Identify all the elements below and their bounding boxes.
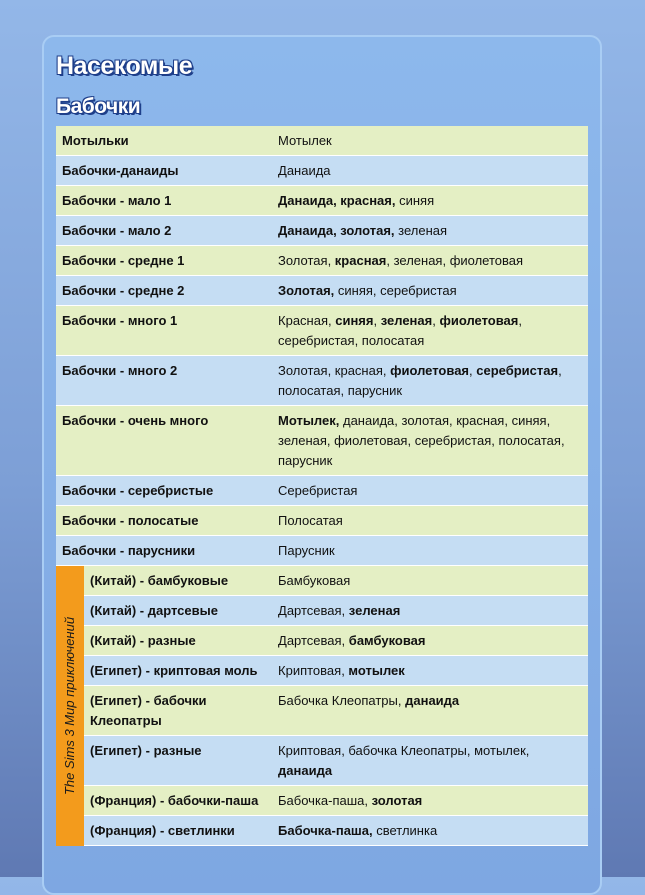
value-cell (272, 786, 588, 816)
value-text: Мотылек (278, 133, 332, 148)
category-cell: Бабочки-данаиды (56, 156, 272, 186)
value-cell (272, 246, 588, 276)
value-text: данаида (278, 763, 333, 778)
category-cell: (Китай) - бамбуковые (84, 566, 272, 596)
value-text: Полосатая (278, 513, 343, 528)
value-cell (272, 656, 588, 686)
value-cell (272, 356, 588, 406)
value-text: синяя, серебристая (334, 283, 457, 298)
table-row (56, 596, 588, 626)
value-text: Бамбуковая (278, 573, 351, 588)
value-cell (272, 476, 588, 506)
value-cell (272, 566, 588, 596)
table-row (56, 406, 588, 476)
category-cell: Бабочки - средне 2 (56, 276, 272, 306)
value-text: Дартсевая, (278, 603, 349, 618)
table-row (56, 816, 588, 846)
value-text: зеленая (380, 313, 433, 328)
category-cell: Бабочки - серебристые (56, 476, 272, 506)
category-cell: (Египет) - разные (84, 736, 272, 786)
page-title: Насекомые (56, 52, 193, 80)
category-cell: Бабочки - много 2 (56, 356, 272, 406)
category-cell: (Египет) - бабочки Клеопатры (84, 686, 272, 736)
value-text: красная (334, 253, 387, 268)
table-row (56, 566, 588, 596)
value-text: Золотая, красная, (278, 363, 391, 378)
value-text: бамбуковая (348, 633, 426, 648)
table-row (56, 536, 588, 566)
table-row (56, 306, 588, 356)
category-cell: Мотыльки (56, 126, 272, 156)
value-text: фиолетовая (439, 313, 519, 328)
table-row (56, 276, 588, 306)
value-text: зеленая (348, 603, 401, 618)
table-row (56, 356, 588, 406)
value-text: , серебристая, полосатая (278, 313, 522, 348)
value-text: Данаида (278, 163, 331, 178)
value-text: Криптовая, (278, 663, 349, 678)
value-text: Парусник (278, 543, 335, 558)
category-cell: Бабочки - средне 1 (56, 246, 272, 276)
value-text: Красная, (278, 313, 336, 328)
butterflies-table (56, 126, 588, 846)
category-cell: (Франция) - светлинки (84, 816, 272, 846)
value-cell (272, 126, 588, 156)
value-text: серебристая (476, 363, 559, 378)
category-cell: Бабочки - полосатые (56, 506, 272, 536)
value-text: Золотая, (278, 283, 335, 298)
category-cell: Бабочки - мало 1 (56, 186, 272, 216)
value-cell (272, 816, 588, 846)
value-text: светлинка (372, 823, 438, 838)
value-text: данаида (405, 693, 460, 708)
value-text: Данаида, красная, (278, 193, 396, 208)
table-row (56, 216, 588, 246)
table-row (56, 126, 588, 156)
category-cell: Бабочки - очень много (56, 406, 272, 476)
value-text: Бабочка Клеопатры, (278, 693, 406, 708)
table-row (56, 656, 588, 686)
value-cell (272, 736, 588, 786)
table-row (56, 246, 588, 276)
value-cell (272, 686, 588, 736)
value-text: Мотылек, (278, 413, 340, 428)
value-text: , (432, 313, 440, 328)
value-text: фиолетовая (390, 363, 470, 378)
category-cell: (Китай) - дартсевые (84, 596, 272, 626)
value-text: Данаида, золотая, (278, 223, 395, 238)
value-cell (272, 406, 588, 476)
value-cell (272, 506, 588, 536)
table-row (56, 626, 588, 656)
category-cell: (Египет) - криптовая моль (84, 656, 272, 686)
table-row (56, 786, 588, 816)
value-text: зеленая (394, 223, 448, 238)
value-text: данаида, золотая, красная, синяя, зеленая, фиолетовая, серебристая, полосатая, парусник (278, 413, 565, 468)
table-row (56, 736, 588, 786)
value-cell (272, 596, 588, 626)
value-text: , (469, 363, 477, 378)
value-text: , полосатая, парусник (278, 363, 562, 398)
category-cell: Бабочки - мало 2 (56, 216, 272, 246)
category-cell: Бабочки - парусники (56, 536, 272, 566)
value-text: Золотая, (278, 253, 335, 268)
expansion-side-label (56, 566, 84, 846)
value-text: Серебристая (278, 483, 358, 498)
value-text: золотая (371, 793, 423, 808)
table-row (56, 186, 588, 216)
value-cell (272, 156, 588, 186)
table-row (56, 476, 588, 506)
value-text: Бабочка-паша, (278, 793, 372, 808)
value-text: синяя (395, 193, 435, 208)
table-row (56, 686, 588, 736)
value-text: мотылек (348, 663, 405, 678)
value-cell (272, 276, 588, 306)
value-text: Дартсевая, (278, 633, 349, 648)
category-cell: (Франция) - бабочки-паша (84, 786, 272, 816)
value-text: , (373, 313, 381, 328)
table-row (56, 506, 588, 536)
value-cell (272, 186, 588, 216)
side-label-text: The Sims 3 Мир приключений (62, 616, 77, 795)
value-cell (272, 216, 588, 246)
value-text: Криптовая, бабочка Клеопатры, мотылек, (278, 743, 530, 758)
value-cell (272, 306, 588, 356)
category-cell: (Китай) - разные (84, 626, 272, 656)
value-text: , зеленая, фиолетовая (386, 253, 524, 268)
value-text: синяя (335, 313, 374, 328)
value-text: Бабочка-паша, (278, 823, 373, 838)
category-cell: Бабочки - много 1 (56, 306, 272, 356)
table-row (56, 156, 588, 186)
section-title: Бабочки (56, 95, 141, 118)
value-cell (272, 536, 588, 566)
value-cell (272, 626, 588, 656)
